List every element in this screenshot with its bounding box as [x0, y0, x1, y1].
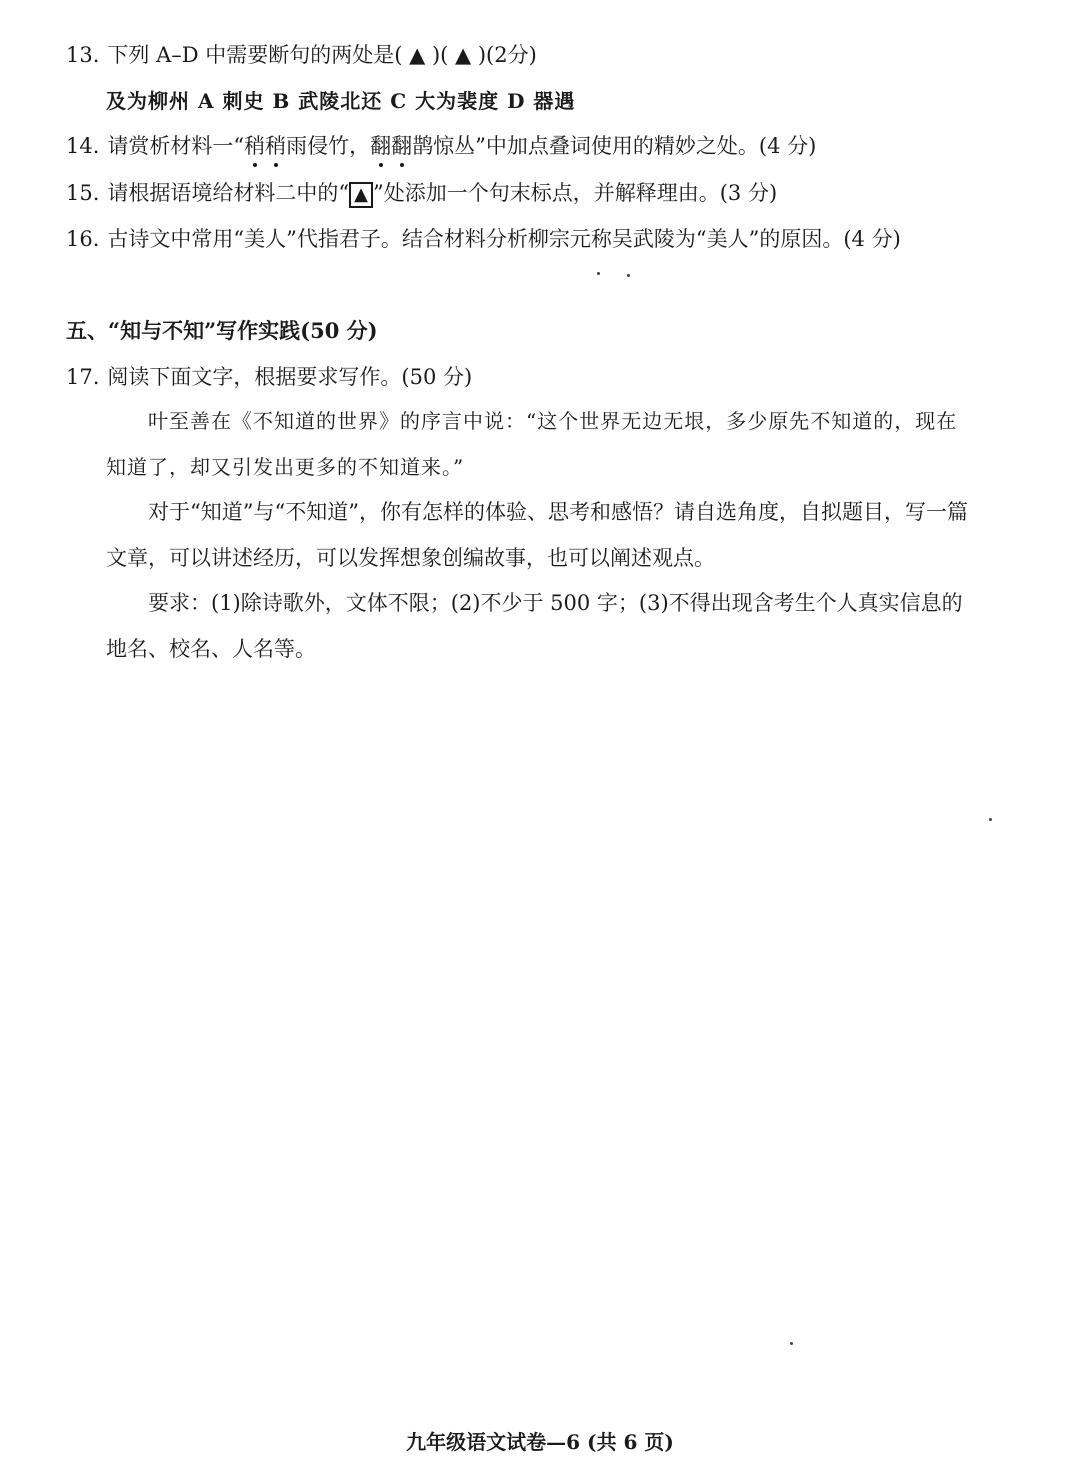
requirements-line: 地名、校名、人名等。	[106, 637, 316, 661]
scan-speck	[597, 272, 600, 275]
requirements-line: 要求：(1)除诗歌外，文体不限；(2)不少于 500 字；(3)不得出现含考生个人真实信息的	[148, 591, 963, 615]
question-16	[66, 224, 901, 254]
question-number: 14.	[66, 134, 100, 158]
question-text: 下列 A–D 中需要断句的两处是( ▲ )( ▲ )(2分)	[107, 43, 537, 67]
question-text: 古诗文中常用“美人”代指君子。结合材料分析柳宗元称吴武陵为“美人”的原因。(4 分)	[107, 227, 901, 251]
question-number: 16.	[66, 227, 100, 251]
question-number: 15.	[66, 181, 100, 205]
question-13	[66, 40, 537, 70]
quote-line: 叶至善在《不知道的世界》的序言中说：“这个世界无边无垠，多少原先不知道的，现在	[148, 409, 958, 433]
emphasis-char: 稍	[244, 131, 265, 161]
scan-speck	[627, 274, 630, 277]
question-15	[66, 178, 777, 208]
question-17	[66, 362, 472, 392]
question-text-mid: 雨侵竹，	[286, 134, 371, 158]
prompt-line: 对于“知道”与“不知道”，你有怎样的体验、思考和感悟？请自选角度，自拟题目，写一篇	[148, 500, 968, 524]
question-text-post: ”处添加一个句末标点，并解释理由。(3 分)	[373, 181, 778, 205]
question-text-pre: 请赏析材料一“	[107, 134, 245, 158]
scan-speck	[989, 818, 992, 821]
question-13-subtext: 及为柳州 A 刺史 B 武陵北还 C 大为裴度 D 器遇	[106, 89, 576, 113]
page-footer: 九年级语文试卷—6 (共 6 页)	[406, 1430, 674, 1454]
question-text-post: 鹊惊丛”中加点叠词使用的精妙之处。(4 分)	[412, 134, 817, 158]
section-heading: 五、“知与不知”写作实践(50 分)	[66, 318, 378, 343]
quote-line: 知道了，却又引发出更多的不知道来。”	[106, 455, 465, 479]
scan-speck	[790, 1342, 793, 1345]
question-number: 17.	[66, 365, 100, 389]
emphasis-char: 翻	[370, 131, 391, 161]
question-text-pre: 请根据语境给材料二中的“	[107, 181, 350, 205]
question-14	[66, 131, 816, 161]
question-text: 阅读下面文字，根据要求写作。(50 分)	[107, 365, 473, 389]
question-number: 13.	[66, 43, 100, 67]
triangle-box-icon: ▲	[349, 182, 373, 208]
emphasis-char: 稍	[265, 131, 286, 161]
prompt-line: 文章，可以讲述经历，可以发挥想象创编故事，也可以阐述观点。	[106, 546, 715, 570]
emphasis-char: 翻	[391, 131, 412, 161]
